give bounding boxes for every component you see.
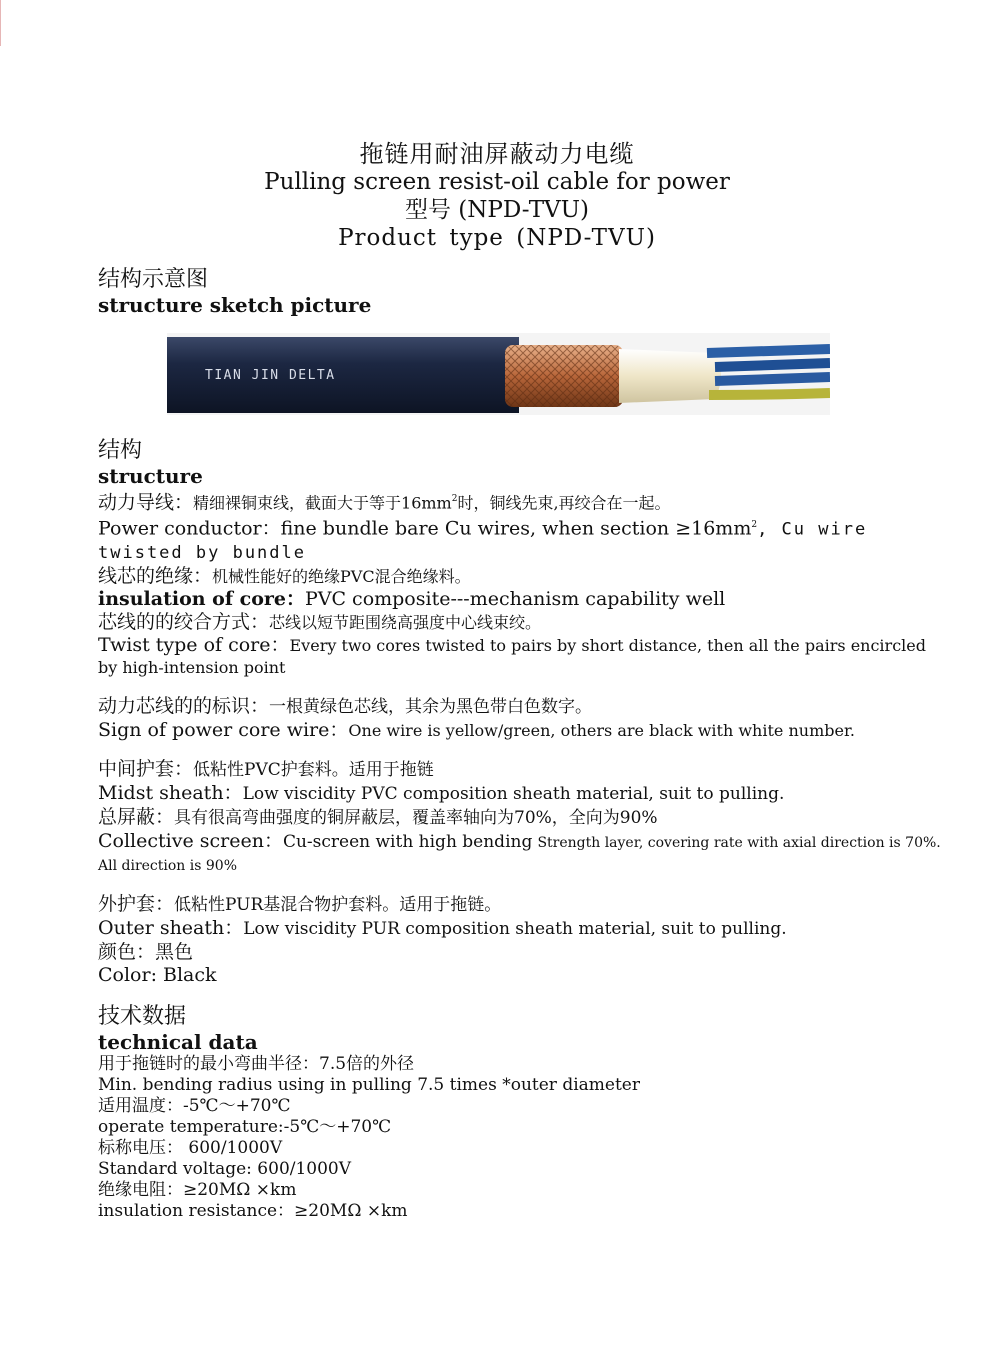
picture-spacer: [98, 317, 958, 437]
outer-en: [98, 917, 958, 941]
structure-heading-cn: 结构: [98, 438, 143, 463]
conductor-en-cont: twisted by bundle: [98, 542, 306, 563]
content: [98, 266, 958, 1222]
twist-cn: [98, 611, 958, 634]
conductor-value-en-end: , Cu wire: [757, 519, 868, 540]
sign-en: [98, 719, 958, 742]
outer-label-cn: 外护套：: [98, 892, 175, 915]
sketch-heading-en: structure sketch picture: [98, 293, 372, 317]
screen-cn: [98, 806, 958, 830]
insulation-label-cn: 线芯的绝缘：: [98, 564, 213, 587]
midst-cn: [98, 758, 958, 782]
color-value-cn: 黑色: [155, 940, 194, 963]
outer-value-cn: 低粘性PUR基混合物护套料。适用于拖链。: [174, 894, 502, 915]
screen-value-cn: 具有很高弯曲强度的铜屏蔽层，覆盖率轴向为70%，全向为90%: [174, 807, 658, 828]
screen-value-en-b: Strength layer, covering rate with axial direction is 70%. All direction is 90%: [98, 834, 941, 874]
insulation-label-en: insulation of core：: [98, 587, 305, 610]
color-label-en: Color:: [98, 963, 164, 986]
structure-heading-en: structure: [98, 464, 203, 488]
screen-label-cn: 总屏蔽：: [98, 805, 175, 828]
conductor-value-cn-end: 时，铜线先束,再绞合在一起。: [457, 493, 671, 513]
conductor-value-en: fine bundle bare Cu wires, when section ≥16mm: [280, 517, 752, 540]
technical-line: insulation resistance：≥20MΩ ×km: [98, 1200, 408, 1221]
color-en: [98, 964, 958, 987]
midst-label-en: Midst sheath：: [98, 781, 243, 804]
outer-label-en: Outer sheath：: [98, 916, 244, 939]
technical-line: Standard voltage: 600/1000V: [98, 1158, 352, 1179]
technical-line: 用于拖链时的最小弯曲半径：7.5倍的外径: [98, 1053, 415, 1074]
model-cn: 型号 (NPD-TVU): [404, 197, 589, 223]
scan-edge-mark: [0, 0, 15, 46]
cable-print-text: TIAN JIN DELTA: [205, 368, 336, 383]
twist-value-cn: 芯线以短节距围绕高强度中心线束绞。: [269, 612, 542, 632]
technical-line: 标称电压： 600/1000V: [98, 1137, 283, 1158]
title-block: [0, 140, 994, 252]
technical-heading-cn: 技术数据: [98, 1003, 187, 1029]
midst-value-en: Low viscidity PVC composition sheath material, suit to pulling.: [242, 783, 785, 804]
insulation-en: [98, 588, 958, 611]
twist-label-en: Twist type of core：: [98, 633, 290, 656]
title-cn: 拖链用耐油屏蔽动力电缆: [359, 140, 635, 168]
sign-label-en: Sign of power core wire：: [98, 718, 349, 741]
technical-line: 适用温度：-5℃～+70℃: [98, 1095, 291, 1116]
model-en: Product type (NPD-TVU): [338, 225, 656, 251]
technical-line: Min. bending radius using in pulling 7.5 times *outer diameter: [98, 1074, 640, 1095]
color-cn: [98, 941, 958, 964]
color-value-en: Black: [163, 963, 217, 986]
conductor-sup-en: 2: [751, 520, 758, 531]
conductor-cn: [98, 488, 958, 514]
color-label-cn: 颜色：: [98, 940, 156, 963]
title-en: Pulling screen resist-oil cable for power: [264, 169, 730, 195]
twist-en: [98, 634, 928, 679]
conductor-sup-cn: 2: [451, 494, 458, 504]
outer-value-en: Low viscidity PUR composition sheath material, suit to pulling.: [243, 918, 787, 939]
conductor-label-cn: 动力导线：: [98, 491, 194, 514]
twist-label-cn: 芯线的的绞合方式：: [98, 610, 270, 633]
technical-line: 绝缘电阻：≥20MΩ ×km: [98, 1179, 297, 1200]
insulation-value-cn: 机械性能好的绝缘PVC混合绝缘料。: [212, 566, 471, 586]
insulation-value-en: PVC composite---mechanism capability well: [304, 587, 726, 610]
technical-line: operate temperature:-5℃～+70℃: [98, 1116, 392, 1137]
screen-label-en: Collective screen：: [98, 829, 283, 852]
sign-value-cn: 一根黄绿色芯线，其余为黑色带白色数字。: [269, 696, 593, 717]
insulation-cn: [98, 565, 958, 588]
conductor-label-en: Power conductor：: [98, 517, 281, 540]
conductor-en: [98, 514, 958, 541]
sketch-heading-cn: 结构示意图: [98, 267, 209, 292]
sign-cn: [98, 695, 958, 719]
technical-heading-en: technical data: [98, 1029, 258, 1054]
midst-en: [98, 782, 958, 806]
conductor-value-cn: 精细裸铜束线，截面大于等于16mm: [193, 493, 452, 513]
midst-label-cn: 中间护套：: [98, 757, 194, 780]
screen-value-en-a: Cu-screen with high bending: [282, 831, 533, 852]
outer-cn: [98, 893, 958, 917]
twist-value-en: Every two cores twisted to pairs by short distance, then all the pairs encircled by high-intension point: [98, 635, 926, 677]
sign-label-cn: 动力芯线的的标识：: [98, 694, 270, 717]
screen-en: [98, 830, 948, 877]
sign-value-en: One wire is yellow/green, others are black with white number.: [348, 720, 855, 740]
midst-value-cn: 低粘性PVC护套料。适用于拖链: [193, 759, 434, 780]
